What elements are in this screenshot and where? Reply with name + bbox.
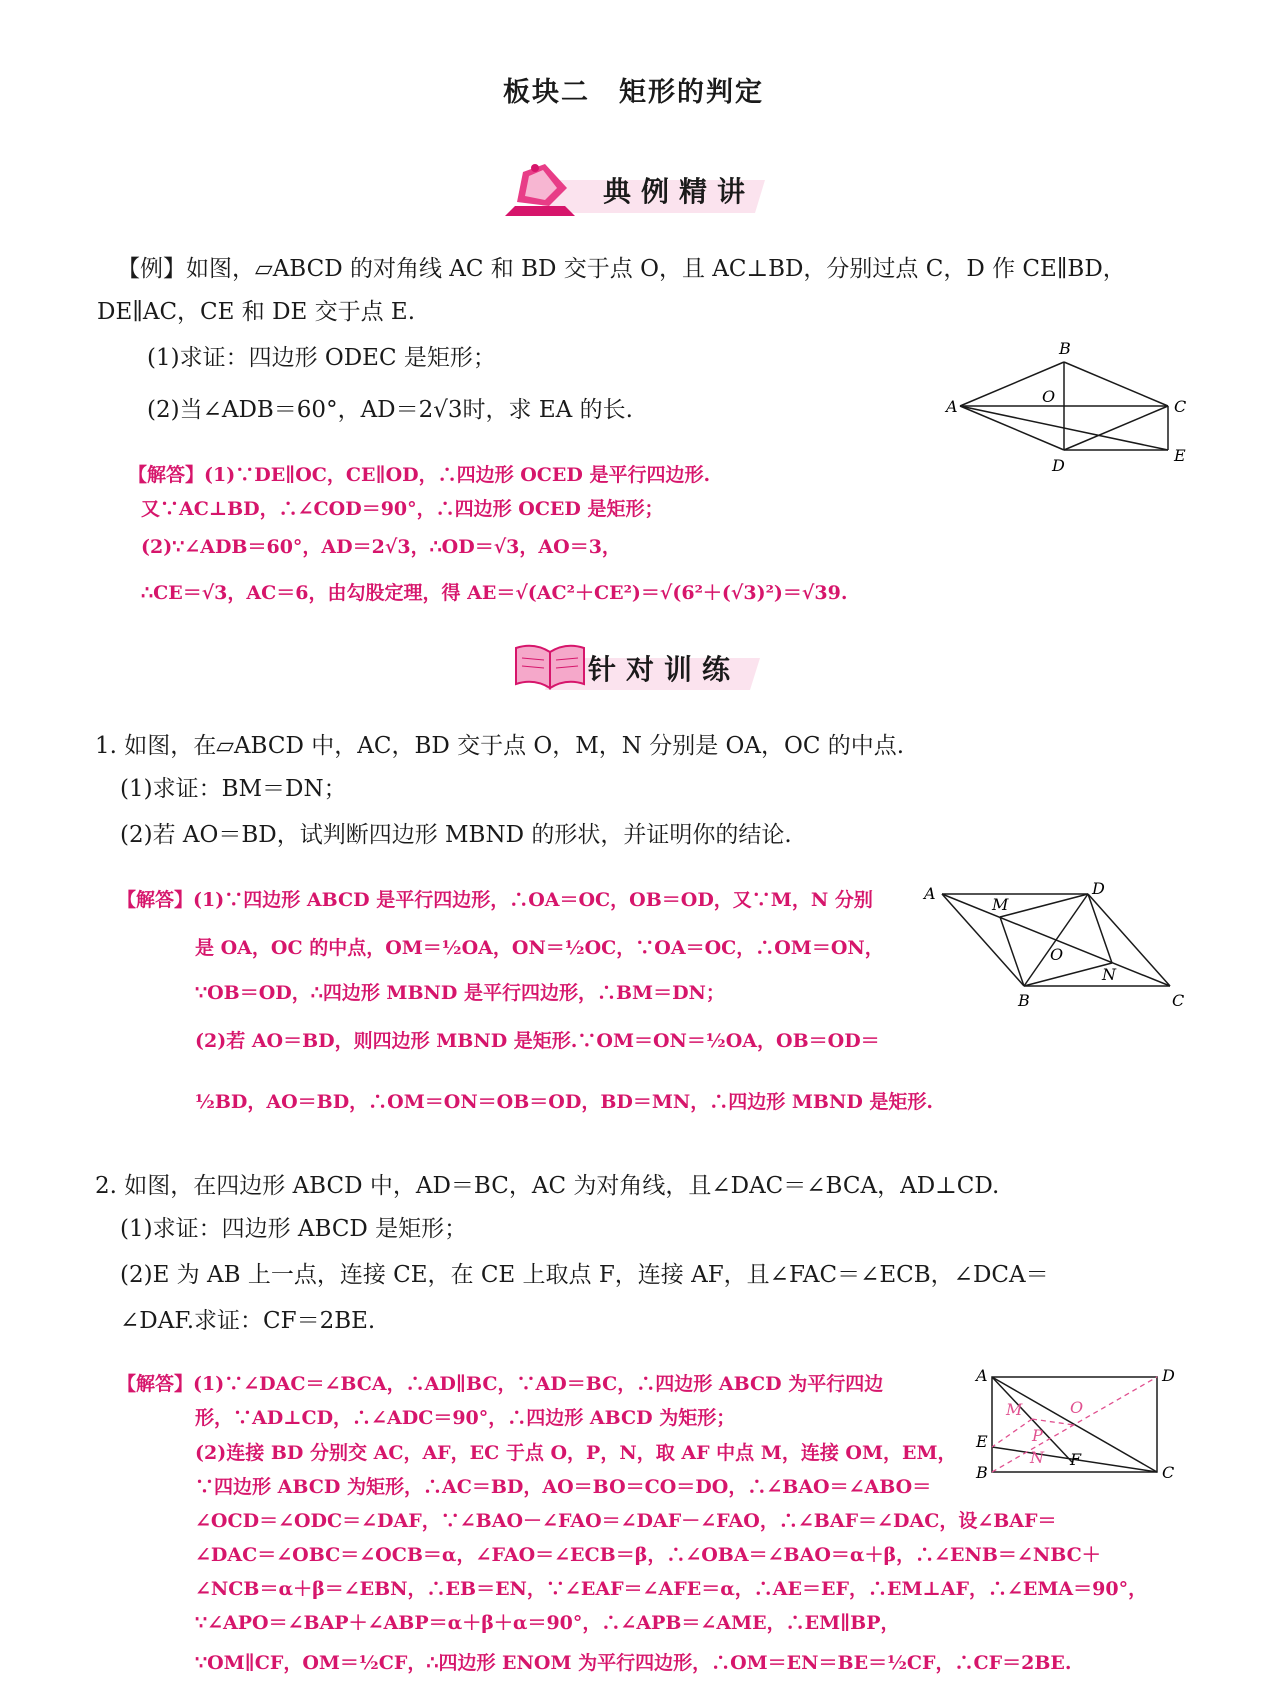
- label-n: N: [1030, 1448, 1044, 1467]
- label-a: A: [976, 1366, 988, 1385]
- example-answer-line-4: ∴CE＝√3，AC＝6，由勾股定理，得 AE＝√(AC²＋CE²)＝√(6²＋(√3)²)＝√39.: [141, 582, 848, 604]
- problem-1-answer-line-4: (2)若 AO＝BD，则四边形 MBND 是矩形.∵OM＝ON＝½OA，OB＝OD＝: [195, 1030, 880, 1052]
- problem-1-question-1: (1)求证：BM＝DN；: [120, 776, 347, 802]
- problem-2-line-1: 2. 如图，在四边形 ABCD 中，AD＝BC，AC 为对角线，且∠DAC＝∠BCA，AD⊥CD.: [95, 1173, 1000, 1199]
- problem-2-question-2b: ∠DAF.求证：CF＝2BE.: [120, 1308, 376, 1334]
- example-answer-line-2: 又∵AC⊥BD，∴∠COD＝90°，∴四边形 OCED 是矩形；: [141, 498, 664, 520]
- label-o: O: [1050, 945, 1064, 964]
- problem-2-answer-line-9: ∵OM∥CF，OM＝½CF，∴四边形 ENOM 为平行四边形，∴OM＝EN＝BE＝½CF，∴CF＝2BE.: [195, 1652, 1072, 1674]
- answer-tag: 【解答】: [128, 464, 205, 486]
- example-figure: [940, 339, 1187, 480]
- label-a: A: [946, 397, 958, 416]
- answer-tag: 【解答】: [117, 1373, 194, 1395]
- label-m: M: [1006, 1400, 1023, 1419]
- problem-2-answer-line-8: ∵∠APO＝∠BAP＋∠ABP＝α＋β＋α＝90°，∴∠APB＝∠AME，∴EM∥BP，: [195, 1612, 900, 1634]
- label-c: C: [1174, 397, 1187, 416]
- label-c: C: [1172, 991, 1185, 1010]
- label-d: D: [1162, 1366, 1175, 1385]
- banner-practice: [510, 638, 770, 696]
- problem-2-answer-line-6: ∠DAC＝∠OBC＝∠OCB＝α，∠FAO＝∠ECB＝β，∴∠OBA＝∠BAO＝α＋β，∴∠ENB＝∠NBC＋: [195, 1544, 1101, 1566]
- label-o: O: [1070, 1398, 1084, 1417]
- label-b: B: [1059, 339, 1071, 358]
- label-n: N: [1102, 965, 1116, 984]
- problem-2-answer-line-5: ∠OCD＝∠ODC＝∠DAF，∵∠BAO－∠FAO＝∠DAF－∠FAO，∴∠BAF＝∠DAC，设∠BAF＝: [195, 1510, 1057, 1532]
- banner-practice-text: 针对训练: [588, 653, 741, 686]
- label-f: F: [1070, 1450, 1082, 1469]
- label-c: C: [1162, 1463, 1175, 1482]
- problem-2-answer-line-2: 形，∵AD⊥CD，∴∠ADC＝90°，∴四边形 ABCD 为矩形；: [195, 1407, 736, 1429]
- label-a: A: [924, 884, 936, 903]
- example-question-2: (2)当∠ADB＝60°，AD＝2√3时，求 EA 的长.: [147, 397, 633, 423]
- problem-1-answer-line-1: [117, 885, 873, 912]
- problem-2-answer-line-7: ∠NCB＝α＋β＝∠EBN，∴EB＝EN，∵∠EAF＝∠AFE＝α，∴AE＝EF，∴EM⊥AF，∴∠EMA＝90°，: [195, 1578, 1148, 1600]
- problem-2-figure: [970, 1365, 1180, 1485]
- page-title: 板块二 矩形的判定: [503, 77, 764, 108]
- example-answer-line-3: (2)∵∠ADB＝60°，AD＝2√3，∴OD＝√3，AO＝3，: [141, 536, 621, 558]
- example-line-1: 【例】如图，▱ABCD 的对角线 AC 和 BD 交于点 O，且 AC⊥BD，分别过点 C，D 作 CE∥BD，: [117, 256, 1126, 282]
- example-answer-line-1: [128, 460, 710, 487]
- label-d: D: [1052, 456, 1065, 475]
- label-m: M: [992, 895, 1009, 914]
- problem-1-answer-line-3: ∵OB＝OD，∴四边形 MBND 是平行四边形，∴BM＝DN；: [195, 982, 725, 1004]
- problem-2-question-2a: (2)E 为 AB 上一点，连接 CE，在 CE 上取点 F，连接 AF，且∠FAC＝∠ECB，∠DCA＝: [120, 1262, 1049, 1288]
- problem-2-answer-line-1: [117, 1369, 883, 1396]
- problem-2-question-1: (1)求证：四边形 ABCD 是矩形；: [120, 1216, 468, 1242]
- label-d: D: [1092, 879, 1105, 898]
- problem-1-answer-line-2: 是 OA，OC 的中点，OM＝½OA，ON＝½OC，∵OA＝OC，∴OM＝ON，: [195, 937, 884, 959]
- problem-1-answer-line-5: ½BD，AO＝BD，∴OM＝ON＝OB＝OD，BD＝MN，∴四边形 MBND 是矩形.: [195, 1091, 934, 1113]
- problem-2-answer-line-3: (2)连接 BD 分别交 AC，AF，EC 于点 O，P，N，取 AF 中点 M，连接 OM，EM，: [195, 1442, 957, 1464]
- example-question-1: (1)求证：四边形 ODEC 是矩形；: [147, 345, 496, 371]
- label-e: E: [1174, 446, 1186, 465]
- label-e: E: [976, 1432, 988, 1451]
- example-line-2: DE∥AC，CE 和 DE 交于点 E.: [97, 299, 416, 325]
- answer-text: (1)∵∠DAC＝∠BCA，∴AD∥BC，∵AD＝BC，∴四边形 ABCD 为平行四边: [193, 1373, 884, 1395]
- banner-example-text: 典例精讲: [603, 175, 756, 208]
- problem-2-answer-line-4: ∵四边形 ABCD 为矩形，∴AC＝BD，AO＝BO＝CO＝DO，∴∠BAO＝∠ABO＝: [195, 1476, 932, 1498]
- label-p: P: [1032, 1426, 1043, 1445]
- answer-tag: 【解答】: [117, 889, 194, 911]
- label-b: B: [976, 1463, 988, 1482]
- banner-example: [505, 158, 775, 218]
- label-b: B: [1018, 991, 1030, 1010]
- problem-1-question-2: (2)若 AO＝BD，试判断四边形 MBND 的形状，并证明你的结论.: [120, 822, 792, 848]
- answer-text: (1)∵四边形 ABCD 是平行四边形，∴OA＝OC，OB＝OD，又∵M，N 分别: [193, 889, 873, 911]
- problem-1-figure: [920, 880, 1190, 1020]
- answer-text: (1)∵DE∥OC，CE∥OD，∴四边形 OCED 是平行四边形.: [204, 464, 711, 486]
- problem-1-line-1: 1. 如图，在▱ABCD 中，AC，BD 交于点 O，M，N 分别是 OA，OC 的中点.: [95, 733, 905, 759]
- label-o: O: [1042, 387, 1056, 406]
